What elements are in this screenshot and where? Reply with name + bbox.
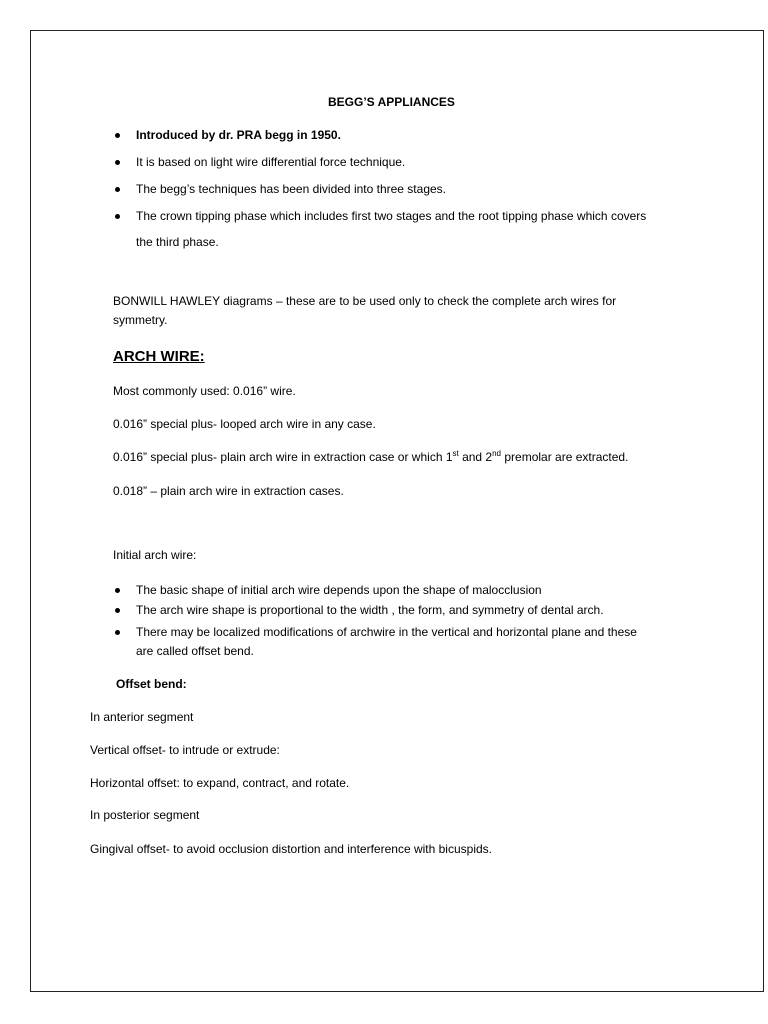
offset-line-horizontal: Horizontal offset: to expand, contract, and rotate. xyxy=(90,776,350,790)
offset-line-gingival: Gingival offset- to avoid occlusion distortion and interference with bicuspids. xyxy=(90,842,492,856)
offset-line-posterior: In posterior segment xyxy=(90,808,200,822)
bullet-dot xyxy=(115,133,120,138)
arch-wire-line-3-start: 0.016” special plus- plain arch wire in extraction case or which 1 xyxy=(113,450,453,464)
bullet-dot xyxy=(115,588,120,593)
document-title: BEGG’S APPLIANCES xyxy=(328,95,455,109)
bullet-dot xyxy=(115,187,120,192)
arch-wire-line-3-middle: and 2 xyxy=(458,450,493,464)
superscript-st: st xyxy=(452,449,459,458)
arch-wire-line-4: 0.018” – plain arch wire in extraction cases. xyxy=(113,484,344,498)
initial-bullet-1: The basic shape of initial arch wire depends upon the shape of malocclusion xyxy=(136,583,542,597)
arch-wire-line-2: 0.016” special plus- looped arch wire in any case. xyxy=(113,417,376,431)
initial-arch-wire-label: Initial arch wire: xyxy=(113,548,197,562)
bullet-dot xyxy=(115,630,120,635)
arch-wire-line-3-end: premolar are extracted. xyxy=(501,450,629,464)
arch-wire-line-1: Most commonly used: 0.016” wire. xyxy=(113,384,296,398)
initial-bullet-3: There may be localized modifications of archwire in the vertical and horizontal plane and these xyxy=(136,625,637,639)
initial-bullet-3-continuation: are called offset bend. xyxy=(136,644,254,658)
bullet-dot xyxy=(115,214,120,219)
arch-wire-heading: ARCH WIRE: xyxy=(113,348,205,365)
intro-bullet-2: It is based on light wire differential force technique. xyxy=(136,155,406,169)
intro-bullet-4-continuation: the third phase. xyxy=(136,235,219,249)
bullet-dot xyxy=(115,608,120,613)
intro-bullet-3: The begg’s techniques has been divided into three stages. xyxy=(136,182,446,196)
bullet-dot xyxy=(115,160,120,165)
initial-bullet-2: The arch wire shape is proportional to the width , the form, and symmetry of dental arch. xyxy=(136,603,604,617)
offset-line-anterior: In anterior segment xyxy=(90,710,194,724)
offset-bend-heading: Offset bend: xyxy=(116,677,187,691)
bonwill-paragraph-line-1: BONWILL HAWLEY diagrams – these are to be used only to check the complete arch wires for xyxy=(113,294,617,308)
intro-bullet-4: The crown tipping phase which includes first two stages and the root tipping phase which covers xyxy=(136,209,647,223)
intro-bullet-1: Introduced by dr. PRA begg in 1950. xyxy=(136,128,341,142)
arch-wire-line-3 xyxy=(113,450,628,465)
superscript-nd: nd xyxy=(492,449,502,458)
bonwill-paragraph-line-2: symmetry. xyxy=(113,313,168,327)
offset-line-vertical: Vertical offset- to intrude or extrude: xyxy=(90,743,280,757)
